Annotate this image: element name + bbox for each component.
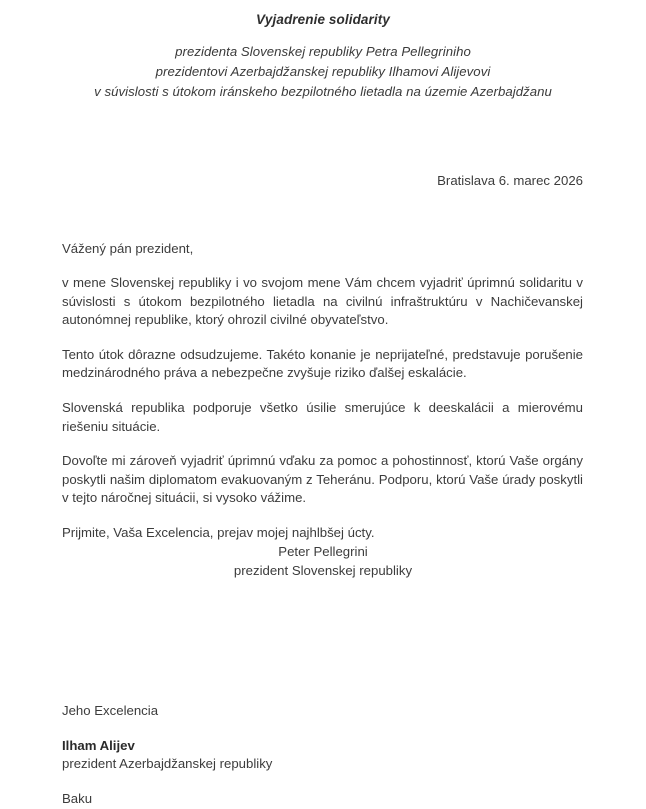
addressee-city: Baku — [62, 790, 93, 806]
letter-body — [62, 240, 583, 543]
addressee-honorific: Jeho Excelencia — [62, 703, 159, 718]
signature-block — [0, 543, 646, 580]
signature-name: Peter Pellegrini — [278, 544, 368, 559]
subtitle-line-1: prezidenta Slovenskej republiky Petra Pellegriniho — [175, 44, 471, 59]
paragraph-5: Prijmite, Vaša Excelencia, prejav mojej najhlbšej úcty. — [62, 524, 375, 540]
salutation: Vážený pán prezident, — [62, 241, 194, 256]
subtitle-line-2: prezidentovi Azerbajdžanskej republiky Ilhamovi Alijevovi — [155, 64, 491, 79]
page-title: Vyjadrenie solidarity — [256, 12, 390, 27]
date-place-line: Bratislava 6. marec 2026 — [437, 173, 583, 188]
signature-role: prezident Slovenskej republiky — [233, 562, 413, 578]
document-header — [0, 10, 646, 102]
addressee-name: Ilham Alijev — [62, 737, 135, 753]
document-subtitle — [0, 42, 646, 102]
paragraph-1: v mene Slovenskej republiky i vo svojom mene Vám chcem vyjadriť úprimnú solidaritu v súvislosti s útokom bezpilotného lietadla na civilnú infraštruktúru v Nachičevanskej autonómnej republike, ktorý ohrozil civilné obyvateľstvo. — [62, 275, 583, 328]
subtitle-line-3: v súvislosti s útokom iránskeho bezpilotného lietadla na územie Azerbajdžanu — [94, 84, 552, 99]
paragraph-3: Slovenská republika podporuje všetko úsilie smerujúce k deeskalácii a mierovému riešeniu situácie. — [62, 399, 583, 434]
paragraph-2: Tento útok dôrazne odsudzujeme. Takéto konanie je neprijateľné, predstavuje porušenie medzinárodného práva a nebezpečne zvyšuje riziko ďalšej eskalácie. — [62, 346, 583, 381]
addressee-role: prezident Azerbajdžanskej republiky — [62, 756, 273, 771]
paragraph-4: Dovoľte mi zároveň vyjadriť úprimnú vďaku za pomoc a pohostinnosť, ktorú Vaše orgány poskytli našim diplomatom evakuovaným z Teheránu. Podporu, ktorú Vaše úrady poskytli v tejto náročnej situácii, si vysoko vážime. — [62, 453, 583, 506]
addressee-block — [62, 702, 462, 808]
